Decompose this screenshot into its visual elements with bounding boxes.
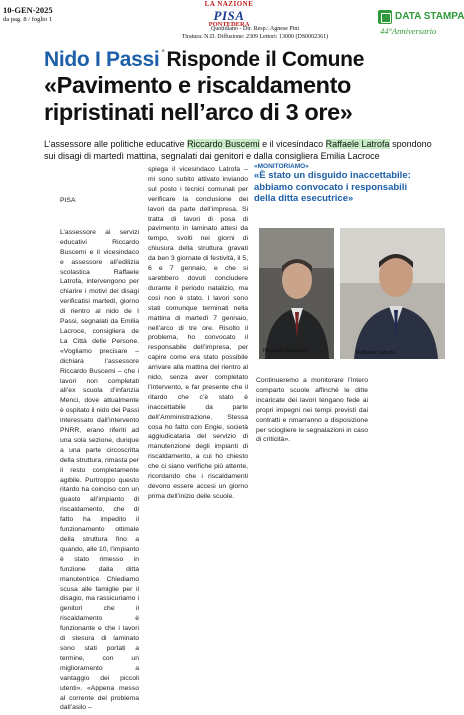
kicker-topic: Nido I Passi	[44, 48, 160, 71]
dateline-place: PISA	[60, 197, 76, 204]
photo-caption-buscemi: Riccardo Buscemi	[263, 348, 308, 354]
article-subhead	[44, 139, 444, 162]
page-info: da pag. 8 / foglio 1	[3, 16, 53, 23]
brand-anniversary: 44°Anniversario	[380, 26, 437, 36]
subhead-post: spondono sui disagi di martedì mattina, segnalati dai genitori e dalla consigliera Emilia Lacroce	[44, 139, 432, 161]
clipping-date: 10-GEN-2025	[3, 5, 53, 15]
side-kicker: «MONITORIAMO»	[254, 163, 309, 170]
side-title: «È stato un disguido inaccettabile: abbiamo convocato i responsabili della ditta esecutrice»	[254, 170, 411, 204]
newspaper-logo	[186, 1, 272, 29]
kicker-marker-icon: ■	[161, 48, 165, 54]
article-column-3	[256, 376, 368, 447]
article-column-2	[148, 165, 248, 504]
portrait-latrofa-image	[340, 228, 445, 359]
body-paragraph: Continueremo a monitorare l’intero comparto scuole affinché le ditte incaricate dei lavori tengano fede ai propri impegni nei tempi previsti dai contratti e rimarranno a disposizione per sciogliere le segnalazioni in caso di criticità».	[256, 377, 368, 444]
clipping-header	[0, 0, 464, 42]
kicker-statement: Risponde il Comune	[166, 48, 365, 71]
meta-line-1: Quotidiano - Dir. Resp.: Agnese Pini	[210, 26, 300, 32]
article-headline: «Pavimento e riscaldamento ripristinati nell’arco di 3 ore»	[44, 72, 353, 125]
subhead-pre: L’assessore alle politiche educative	[44, 139, 188, 149]
sidebar-quote-box	[254, 163, 424, 205]
body-paragraph: spiega il vicesindaco Latrofa – mi sono subito attivato inviando sul posto i tecnici comunali per verificare la conclusione dei lavori da parte dell’impresa. Si tratta di lavori di posa di pavimento in laminato attesi da tempo, svolti nei giorni di chiusura della struttura gravati da ben 3 giornate di festività, il 5, 6 e 7 gennaio, e che si sarebbero dovuti concludere durante il periodo natalizio, ma così non è stato. I lavori sono stati comunque terminati nella mattina di martedì 7 gennaio, nell’arco di tre ore. Risolto il problema, ho convocato il responsabile dell’impresa, per capire come era stato possibile arrivare alla mattina del rientro al nido, senza aver completato l’intervento, e far presente che il ritardo che c’è stato è inaccettabile da parte dell’Amministrazione. Stessa cosa ho fatto con Engie, società aggiudicataria del servizio di manutenzione degli impianti di riscaldamento, a cui ho chiesto che ci siano verifiche più attente, ricordando che i riscaldamenti devono essere accesi un giorno prima dell’inizio delle scuole.	[148, 166, 248, 500]
photo-caption-latrofa: Raffaele Latrofa	[356, 350, 396, 356]
data-stampa-icon	[378, 10, 392, 24]
logo-sub-text: PONTEDERA	[208, 21, 250, 28]
body-paragraph: L’assessore ai servizi educativi Riccardo Buscemi e il vicesindaco e assessore all’edilizia scolastica Raffaele Latrofa, intervengono per chiarire i motivi dei disagi verificatisi martedì, giorno di rientro al nido de I Passi, segnalati da Emilia Lacroce, consigliera de La Città delle Persone. «Vogliamo precisare – dichiara l’assessore Riccardo Buscemi – che i lavori non completati all’ex scuola d’infanzia Menci, dove attualmente è ospitato il nido dei Passi interessato dall’intervento PNRR, erano riferiti ad una sola sezione, dunque a una parte circoscritta della struttura, rimasta per il resto completamente agibile. Purtroppo questo ritardo ha coinciso con un guasto all’impianto di riscaldamento, che di fatto ha impedito il funzionamento ottimale della struttura fino a quando, alle 10, l’impianto è stato rimesso in funzione dalla ditta manutentrice. Chiediamo scusa alle famiglie per il disagio, ma rassicuriamo i genitori che il riscaldamento è funzionante e che i lavori di stesura di laminato sono stati portati a termine, con un miglioramento a vantaggio dei piccoli utenti». «Appena messo al corrente del problema dall’asilo –	[60, 228, 139, 712]
meta-line-2: Tiratura: N.D. Diffusione: 2309 Lettori: 13000 (DS0002361)	[181, 33, 329, 40]
article-kicker	[44, 48, 444, 72]
subhead-name-latrofa: Raffaele Latrofa	[325, 139, 390, 149]
photo-buscemi	[259, 228, 334, 359]
subhead-name-buscemi: Riccardo Buscemi	[187, 139, 260, 149]
data-stampa-brand	[378, 9, 464, 39]
subhead-mid: e il vicesindaco	[259, 139, 326, 149]
logo-main-text: PISA	[213, 8, 245, 23]
logo-top-text: LA NAZIONE	[204, 0, 254, 8]
brand-name: DATA STAMPA	[395, 11, 464, 22]
portrait-buscemi-image	[259, 228, 334, 359]
article-column-1	[60, 196, 139, 715]
publication-meta	[150, 26, 360, 41]
photo-latrofa	[340, 228, 445, 359]
